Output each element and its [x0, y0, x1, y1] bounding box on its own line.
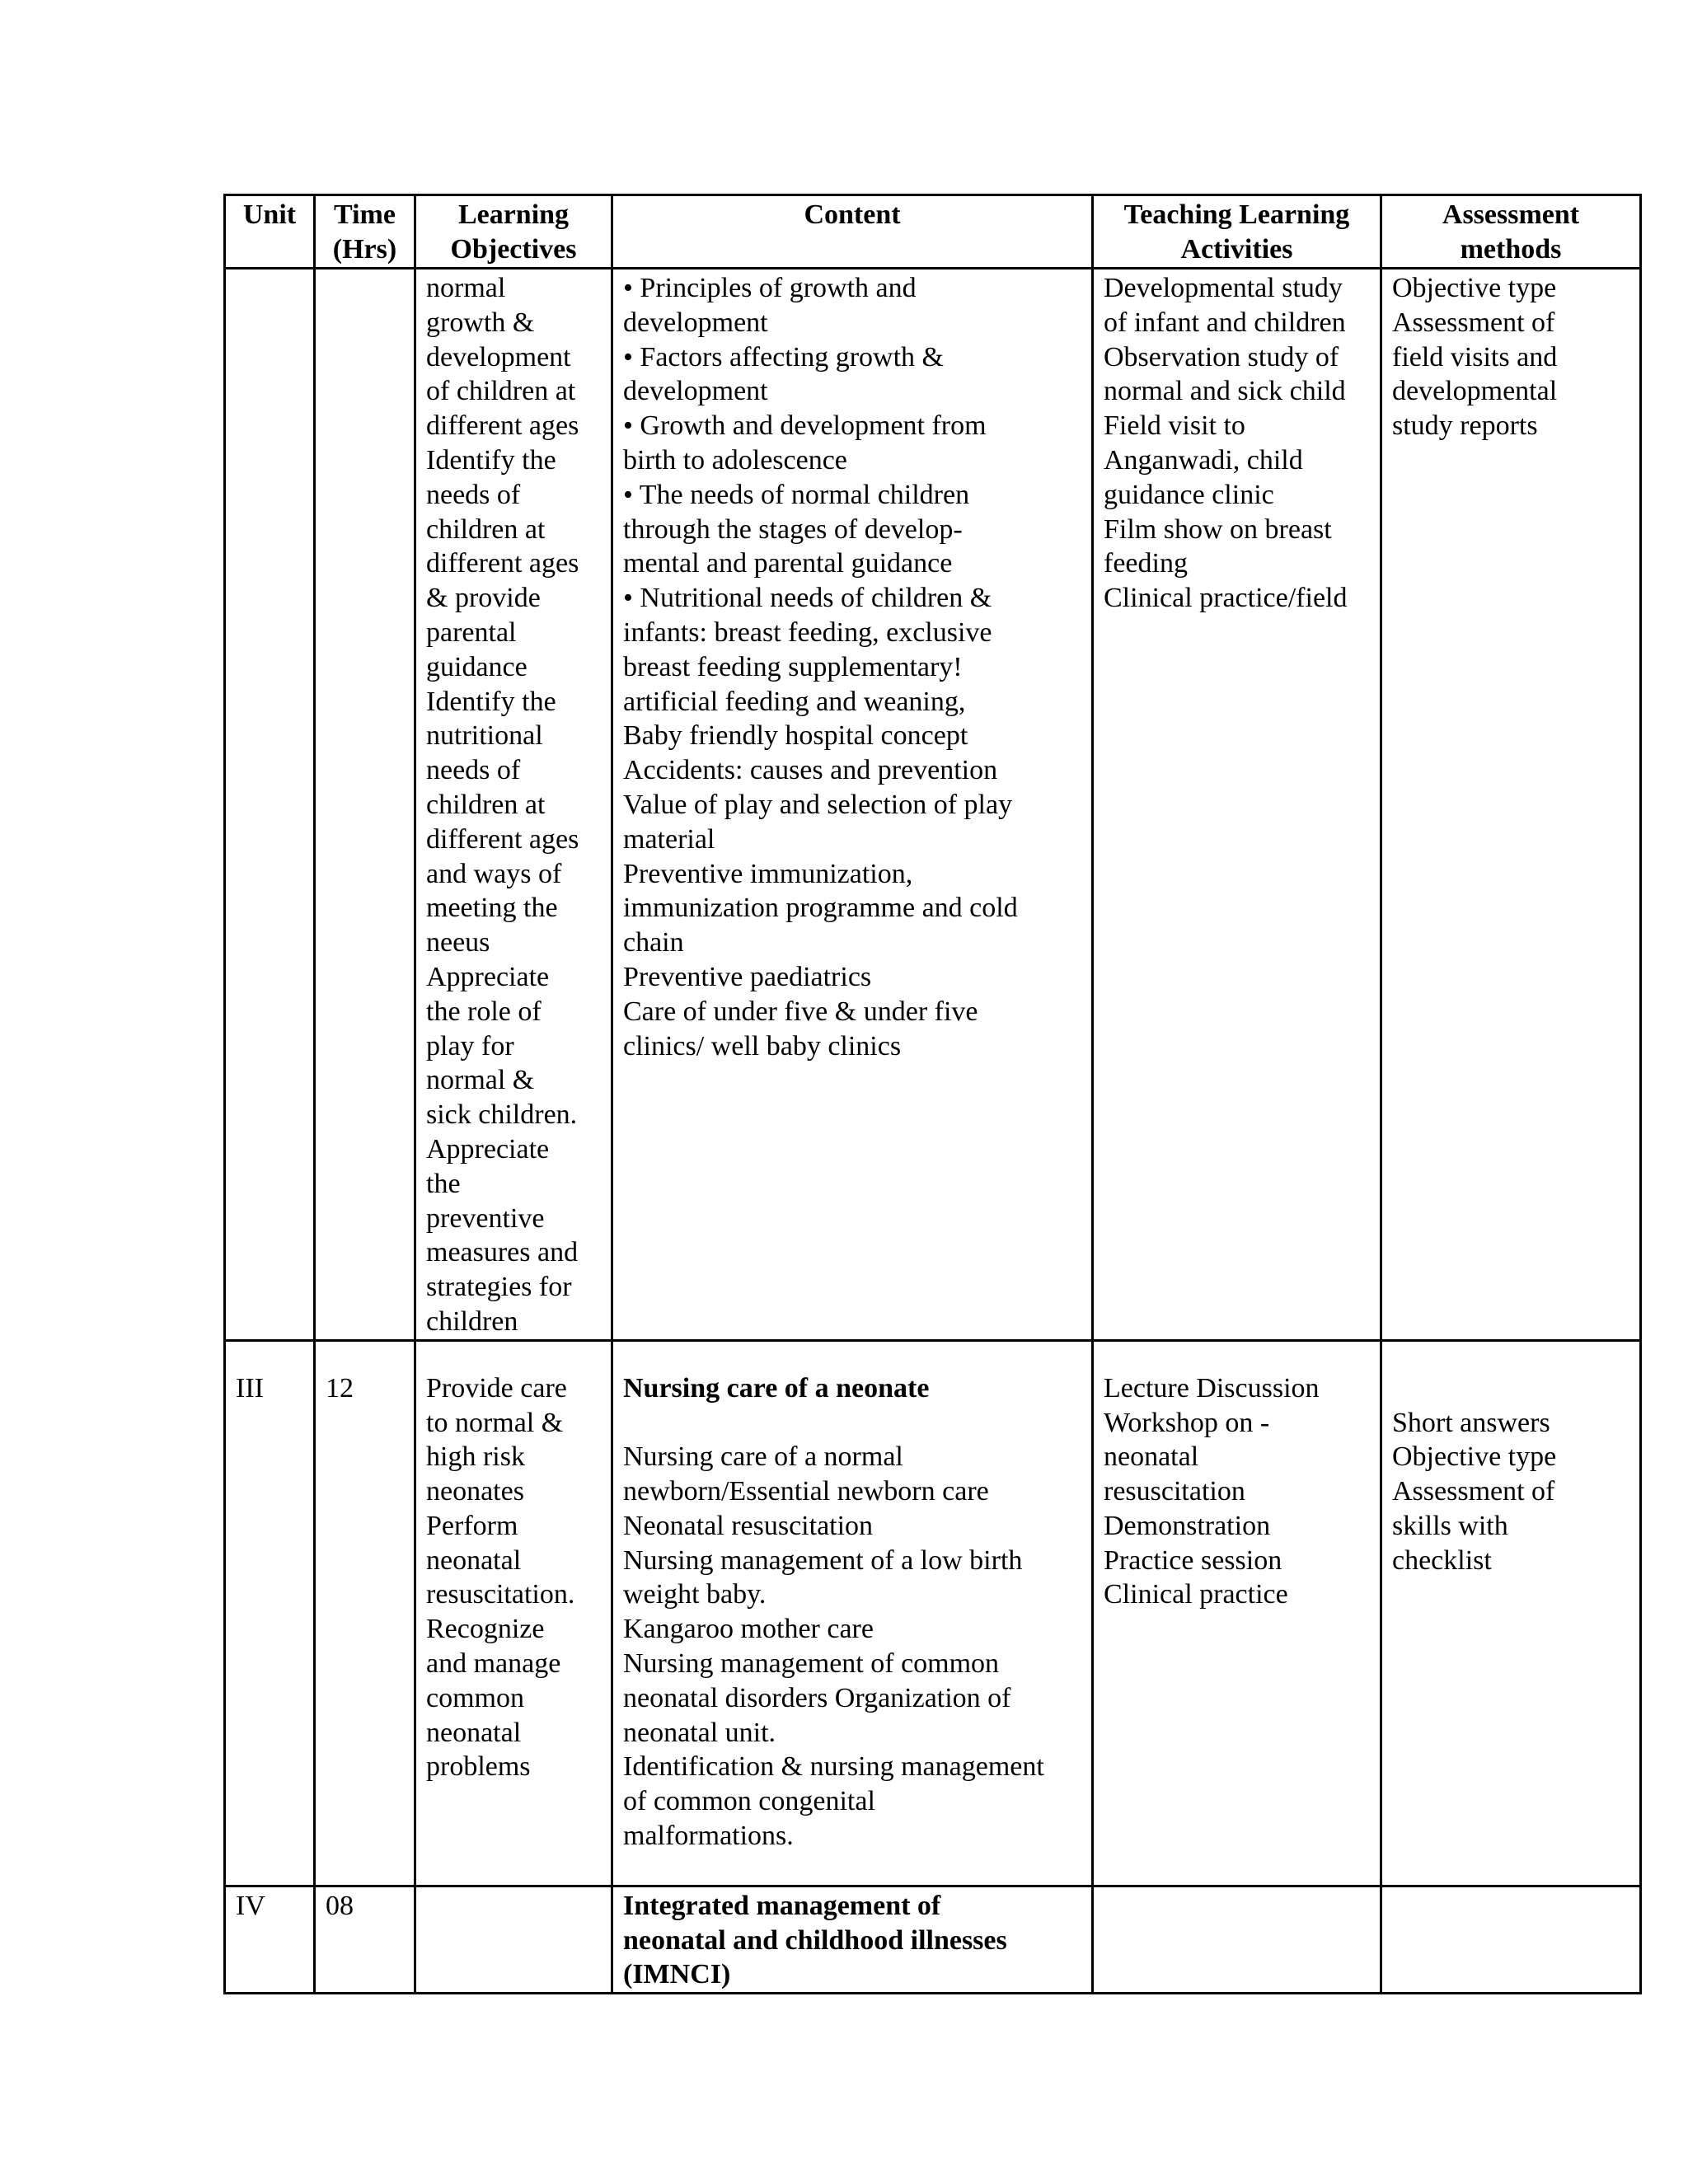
text-line: Objective type: [1392, 273, 1557, 303]
text-line: Identify the: [426, 444, 556, 476]
text-line: parental: [426, 616, 517, 648]
text-line: Clinical practice: [1104, 1579, 1288, 1610]
time-cell: 08: [315, 1886, 415, 1993]
text-line: • Nutritional needs of children &: [623, 583, 992, 614]
assessment-cell: [1381, 269, 1641, 1341]
text-line: meeting the: [426, 893, 558, 924]
text-line: resuscitation: [1104, 1476, 1245, 1507]
content-list: [623, 1440, 1081, 1854]
table-row: [225, 1886, 1641, 1993]
text-line: the: [426, 1168, 461, 1199]
text-line: children at: [426, 513, 546, 545]
text-line: normal: [426, 273, 506, 303]
text-line: to normal &: [426, 1407, 564, 1438]
text-line: different ages: [426, 548, 579, 579]
time-cell: 12: [315, 1340, 415, 1886]
text-line: growth &: [426, 307, 535, 338]
text-line: neonatal: [1104, 1441, 1199, 1473]
text-line: Nursing management of a low birth: [623, 1544, 1023, 1576]
text-line: Provide care: [426, 1372, 567, 1404]
text-line: Neonatal resuscitation: [623, 1510, 874, 1541]
text-line: children: [426, 1305, 518, 1337]
text-line: neonates: [426, 1476, 524, 1507]
text-line: common: [426, 1682, 524, 1713]
text-line: weight baby.: [623, 1579, 767, 1610]
text-line: Clinical practice/field: [1104, 583, 1348, 614]
content-section-title: Nursing care of a neonate: [623, 1372, 930, 1404]
text-line: Appreciate: [426, 961, 550, 992]
text-line: Assessment of: [1392, 307, 1555, 338]
text-line: Workshop on -: [1104, 1407, 1270, 1438]
text-line: material: [623, 823, 715, 855]
unit-cell: [225, 269, 315, 1341]
text-line: malformations.: [623, 1821, 794, 1852]
content-cell: [612, 1340, 1093, 1886]
text-line: development: [426, 341, 571, 373]
text-line: Demonstration: [1104, 1510, 1271, 1541]
header-unit: Unit: [225, 195, 315, 269]
text-line: Developmental study: [1104, 273, 1343, 303]
spacer: [1392, 1371, 1629, 1406]
text-line: through the stages of develop-: [623, 513, 963, 545]
text-line: guidance clinic: [1104, 479, 1274, 510]
text-line: Preventive paediatrics: [623, 961, 872, 992]
header-time: Time (Hrs): [315, 195, 415, 269]
text-line: (IMNCI): [623, 1959, 731, 1990]
text-line: sick children.: [426, 1099, 578, 1131]
header-assessment-methods: Assessment methods: [1381, 195, 1641, 269]
text-line: birth to adolescence: [623, 444, 847, 476]
time-cell: [315, 269, 415, 1341]
objectives-cell: [415, 1886, 612, 1993]
activities-cell: [1093, 269, 1381, 1341]
text-line: Recognize: [426, 1614, 545, 1645]
text-line: • Factors affecting growth &: [623, 341, 944, 373]
text-line: Observation study of: [1104, 341, 1339, 373]
text-line: chain: [623, 927, 684, 958]
assessment-cell: [1381, 1340, 1641, 1886]
text-line: and ways of: [426, 858, 562, 889]
text-line: neonatal: [426, 1717, 522, 1748]
text-line: high risk: [426, 1441, 525, 1473]
text-line: nutritional: [426, 720, 543, 752]
text-line: clinics/ well baby clinics: [623, 1030, 902, 1062]
text-line: & provide: [426, 583, 541, 614]
text-line: Appreciate: [426, 1133, 550, 1165]
text-line: and manage: [426, 1648, 561, 1680]
text-line: Practice session: [1104, 1544, 1282, 1576]
text-line: of children at: [426, 376, 576, 407]
assessment-list: [1392, 1406, 1629, 1578]
text-line: newborn/Essential newborn care: [623, 1476, 989, 1507]
text-line: Identify the: [426, 686, 556, 717]
text-line: Anganwadi, child: [1104, 444, 1303, 476]
text-line: normal and sick child: [1104, 376, 1346, 407]
text-line: • The needs of normal children: [623, 479, 970, 510]
text-line: Value of play and selection of play: [623, 789, 1013, 820]
header-row: [225, 195, 1641, 269]
text-line: breast feeding supplementary!: [623, 651, 963, 682]
text-line: neonatal: [426, 1544, 522, 1576]
text-line: Lecture Discussion: [1104, 1372, 1320, 1404]
text-line: the role of: [426, 996, 542, 1027]
text-line: neeus: [426, 927, 490, 958]
text-line: developmental: [1392, 376, 1558, 407]
text-line: needs of: [426, 755, 521, 786]
content-cell: [612, 1886, 1093, 1993]
unit-cell: III: [225, 1340, 315, 1886]
text-line: problems: [426, 1751, 531, 1783]
syllabus-table: [223, 194, 1642, 1994]
text-line: of infant and children: [1104, 307, 1346, 338]
objectives-cell: [415, 269, 612, 1341]
objectives-cell: [415, 1340, 612, 1886]
table-row: [225, 269, 1641, 1341]
text-line: study reports: [1392, 410, 1538, 442]
text-line: different ages: [426, 823, 579, 855]
text-line: play for: [426, 1030, 514, 1062]
unit-cell: IV: [225, 1886, 315, 1993]
text-line: neonatal unit.: [623, 1717, 776, 1748]
text-line: normal &: [426, 1065, 535, 1096]
text-line: checklist: [1392, 1544, 1492, 1576]
text-line: Objective type: [1392, 1441, 1557, 1473]
text-line: artificial feeding and weaning,: [623, 686, 966, 717]
text-line: Accidents: causes and prevention: [623, 755, 998, 786]
header-learning-objectives: Learning Objectives: [415, 195, 612, 269]
text-line: guidance: [426, 651, 528, 682]
activities-cell: [1093, 1340, 1381, 1886]
text-line: skills with: [1392, 1510, 1508, 1541]
text-line: immunization programme and cold: [623, 893, 1018, 924]
spacer: [623, 1406, 1081, 1441]
text-line: infants: breast feeding, exclusive: [623, 616, 992, 648]
content-cell: [612, 269, 1093, 1341]
text-line: different ages: [426, 410, 579, 442]
text-line: Preventive immunization,: [623, 858, 913, 889]
text-line: • Principles of growth and: [623, 273, 917, 303]
text-line: • Growth and development from: [623, 410, 987, 442]
text-line: Identification & nursing management: [623, 1751, 1044, 1783]
text-line: Integrated management of: [623, 1890, 941, 1921]
text-line: Care of under five & under five: [623, 996, 978, 1027]
assessment-cell: [1381, 1886, 1641, 1993]
text-line: neonatal and childhood illnesses: [623, 1924, 1007, 1956]
text-line: Nursing care of a normal: [623, 1441, 903, 1473]
text-line: Baby friendly hospital concept: [623, 720, 968, 752]
text-line: Perform: [426, 1510, 518, 1541]
text-line: Film show on breast: [1104, 513, 1332, 545]
table-row: [225, 1340, 1641, 1886]
text-line: strategies for: [426, 1272, 572, 1303]
text-line: children at: [426, 789, 546, 820]
text-line: needs of: [426, 479, 521, 510]
text-line: preventive: [426, 1202, 545, 1234]
header-content: Content: [612, 195, 1093, 269]
text-line: feeding: [1104, 548, 1188, 579]
text-line: measures and: [426, 1237, 579, 1268]
text-line: field visits and: [1392, 341, 1558, 373]
text-line: Field visit to: [1104, 410, 1245, 442]
text-line: Short answers: [1392, 1407, 1550, 1438]
text-line: resuscitation.: [426, 1579, 575, 1610]
text-line: Assessment of: [1392, 1476, 1555, 1507]
activities-cell: [1093, 1886, 1381, 1993]
text-line: development: [623, 376, 768, 407]
text-line: neonatal disorders Organization of: [623, 1682, 1011, 1713]
text-line: Kangaroo mother care: [623, 1614, 874, 1645]
text-line: development: [623, 307, 768, 338]
text-line: Nursing management of common: [623, 1648, 1000, 1680]
text-line: mental and parental guidance: [623, 548, 953, 579]
header-teaching-learning-activities: Teaching Learning Activities: [1093, 195, 1381, 269]
text-line: of common congenital: [623, 1786, 875, 1817]
